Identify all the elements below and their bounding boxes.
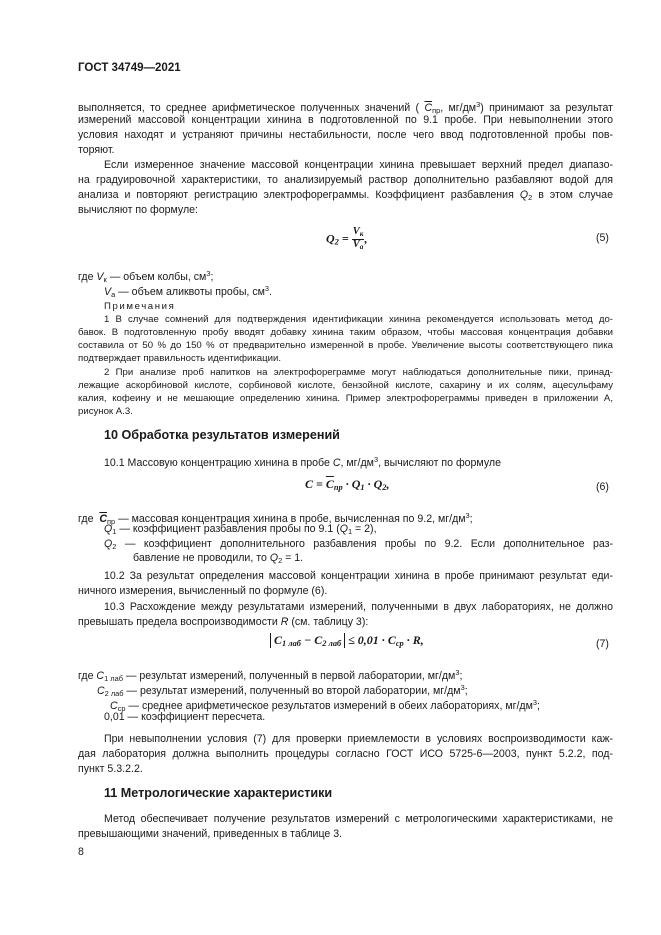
paragraph-line: Если измеренное значение массовой концентрации хинина превышает верхний предел диапазо- xyxy=(104,159,613,171)
page-number: 8 xyxy=(78,846,84,858)
definition-line: $C_{2 лаб}$ — результат измерений, полученный во второй лаборатории, $мг/дм^3$; xyxy=(97,683,468,698)
definition-line: где $V_к$ — объем колбы, $см^3$; xyxy=(78,269,214,284)
paragraph-line: 10.3 Расхождение между результатами измерений, полученными в двух лабораториях, не должно xyxy=(104,601,613,613)
paragraph-line: измерений массовой концентрации хинина в подготовленной по 9.1 пробе. При невыполнении этого xyxy=(78,114,613,126)
definition-line: бавление не проводили, то $Q_2 = 1$. xyxy=(133,552,304,565)
formula-number: (7) xyxy=(596,638,609,650)
paragraph-line: ничного измерения, вычисленный по формуле (6). xyxy=(78,585,328,597)
paragraph-line: вычисляют по формуле: xyxy=(78,204,198,216)
paragraph-line: торяют. xyxy=(78,144,115,156)
definition-line: $V_а$ — объем аликвоты пробы, $см^3$. xyxy=(104,284,272,299)
paragraph-line: на градуировочной характеристики, то анализируемый раствор дополнительно разбавляют водой для xyxy=(78,174,613,186)
paragraph-line: Метод обеспечивает получение результатов измерений с метрологическими характеристиками, не xyxy=(104,813,613,825)
note-line: лежащие аскорбиновой кислоте, сорбиновой кислоте, бензойной кислоте, сахарину и их солям, ацесульфаму xyxy=(78,380,613,391)
paragraph-line: дая лаборатория должна выполнить процедуры согласно ГОСТ ИСО 5725-6—2003, пункт 5.2.2, под- xyxy=(78,748,613,760)
paragraph-line: превышающими значений, приведенных в таблице 3. xyxy=(78,828,343,840)
note-line: 1 В случае сомнений для подтверждения идентификации хинина рекомендуется использовать метод до- xyxy=(104,314,613,325)
note-line: рисунок А.3. xyxy=(78,406,133,417)
paragraph-line: 10.2 За результат определения массовой концентрации хинина в пробе принимают результат еди- xyxy=(104,570,613,582)
definition-line: где $\overline{C}_{пр}$ — массовая концентрация хинина в пробе, вычисленная по 9.2, $мг/дм^3$; xyxy=(78,511,473,526)
section-heading: 11 Метрологические характеристики xyxy=(104,786,333,800)
paragraph-line: 10.1 Массовую концентрацию хинина в пробе C, $мг/дм^3$, вычисляют по формуле xyxy=(104,455,501,469)
note-line: бавок. В подготовленную пробу вводят добавку хинина таким образом, чтобы массовая концентрация добавки xyxy=(78,327,613,338)
definition-line: $Q_1$ — коэффициент разбавления пробы по 9.1 $(Q_1 = 2)$, xyxy=(104,523,377,536)
formula-number: (5) xyxy=(596,232,609,244)
paragraph-line: пункт 5.3.2.2. xyxy=(78,763,143,775)
document-header: ГОСТ 34749—2021 xyxy=(78,62,181,74)
paragraph-line: анализа и повторяют регистрацию электрофореграммы. Коэффициент разбавления $Q_2$ в этом случае xyxy=(78,189,613,202)
formula-7: $C_{1 лаб} - C_{2 лаб} \le 0,01 \cdot C_{ср} \cdot R$, xyxy=(270,633,424,648)
formula-6: $C = \overline{C}_{пр} \cdot Q_1 \cdot Q_2$, xyxy=(305,477,390,492)
formula-number: (6) xyxy=(596,481,609,493)
definition-line: $Q_2$ — коэффициент дополнительного разбавления пробы по 9.2. Если дополнительное раз- xyxy=(104,538,613,551)
paragraph-line: условия находят и устраняют причины нестабильности, после чего ввод подготовленной пробы пов- xyxy=(78,129,613,141)
note-line: составила от 50 % до 150 % от предварительно измеренной в пробе. Увеличение высоты соответствующего пика xyxy=(78,340,613,351)
section-heading: 10 Обработка результатов измерений xyxy=(104,428,340,442)
definition-line: $C_{ср}$ — среднее арифметическое результатов измерений в обеих лабораториях, $мг/дм^3$; xyxy=(110,698,540,713)
definition-line: где $C_{1 лаб}$ — результат измерений, полученный в первой лаборатории, $мг/дм^3$; xyxy=(78,668,463,683)
definition-line: 0,01 — коэффициент пересчета. xyxy=(104,711,266,723)
paragraph-line: выполняется, то среднее арифметическое полученных значений ( $\overline{C}_{пр}$, $мг/дм^3$) принимают за результат xyxy=(78,100,613,115)
formula-5: $Q_2$ = $\frac{V_к}{V_а}$ , xyxy=(326,226,368,251)
paragraph-line: При невыполнении условия (7) для проверки приемлемости в условиях воспроизводимости каж- xyxy=(104,733,613,745)
note-line: 2 При анализе проб напитков на электрофореграмме могут наблюдаться дополнительные пики, принад- xyxy=(104,367,613,378)
note-line: калия, кофеину и не мешающие определению хинина. Пример электрофореграммы приведен в приложении А, xyxy=(78,393,613,404)
notes-title: Примечания xyxy=(104,301,176,312)
paragraph-line: превышать предела воспроизводимости R (см. таблицу 3): xyxy=(78,616,369,628)
note-line: подтверждает правильность идентификации. xyxy=(78,353,282,364)
